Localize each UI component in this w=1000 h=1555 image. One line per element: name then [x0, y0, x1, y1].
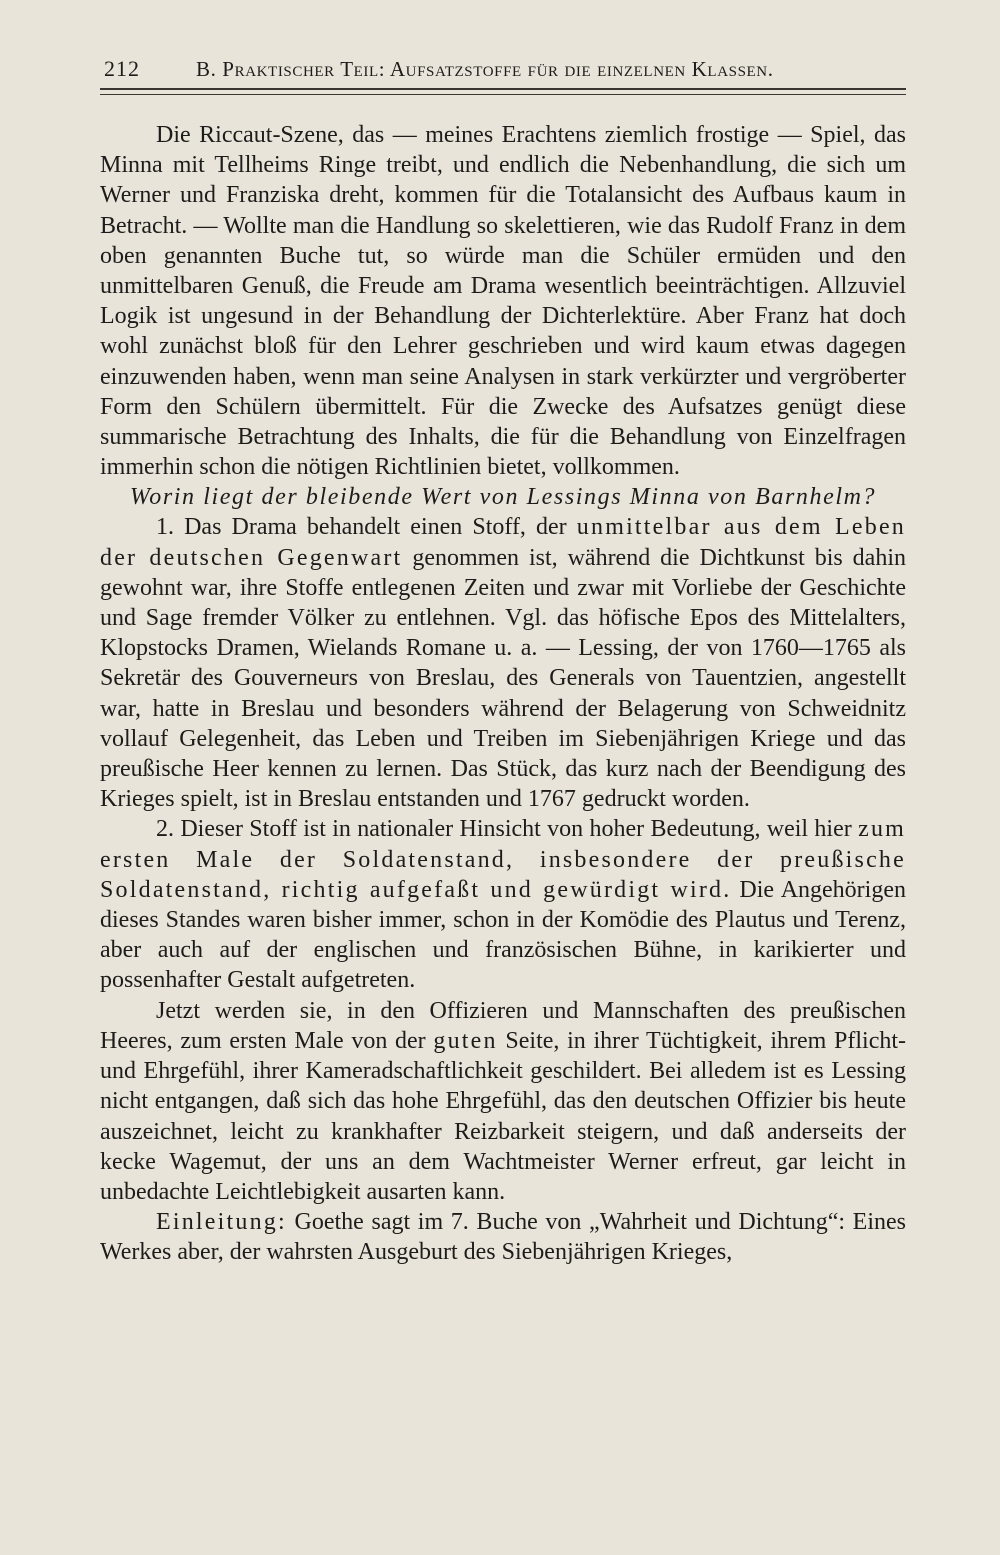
jetzt-emphasis: guten [433, 1027, 498, 1054]
point-2-rest: Die Angehörigen dieses Standes waren bisher immer, schon in der Komödie des Plautus und Terenz, aber auch auf der englischen und französischen Bühne, in karikierter und possenhafter Gestalt aufgetreten. [100, 876, 906, 994]
paragraph-jetzt [100, 996, 906, 1207]
jetzt-rest: Seite, in ihrer Tüchtigkeit, ihrem Pflicht- und Ehrgefühl, ihrer Kameradschaftlichkeit geschildert. Bei alledem ist es Lessing nicht entgangen, daß sich das hohe Ehrgefühl, das den deutschen Offizier bis heute auszeichnet, leicht zu krankhafter Reizbarkeit steigern, und daß anderseits der kecke Wagemut, der uns an dem Wachtmeister Werner erfreut, gar leicht in unbedachte Leichtlebigkeit ausarten kann. [100, 1027, 907, 1205]
header-rule-thick [100, 88, 906, 90]
paragraph-point-2 [100, 814, 906, 995]
paragraph-einleitung [100, 1207, 906, 1267]
einleitung-label: Einleitung: [156, 1209, 287, 1236]
paragraph-riccaut: Die Riccaut-Szene, das — meines Erachtens ziemlich frostige — Spiel, das Minna mit Tellheims Ringe treibt, und endlich die Nebenhandlung, die sich um Werner und Franziska dreht, kommen für die Totalansicht des Aufbaus kaum in Betracht. — Wollte man die Handlung so skelettieren, wie das Rudolf Franz in dem oben genannten Buche tut, so würde man die Schüler ermüden und den unmittelbaren Genuß, die Freude am Drama wesentlich beeinträchtigen. Allzuviel Logik ist ungesund in der Behandlung der Dichterlektüre. Aber Franz hat doch wohl zunächst bloß für den Lehrer geschrieben und wird kaum etwas dagegen einzuwenden haben, wenn man seine Analysen in stark verkürzter und vergröberter Form den Schülern übermittelt. Für die Zwecke des Aufsatzes genügt diese summarische Betrachtung des Inhalts, die für die Behandlung von Einzelfragen immerhin schon die nötigen Richtlinien bietet, vollkommen. [100, 122, 906, 481]
paragraph-point-1 [100, 512, 906, 814]
jetzt-lead: Jetzt werden sie, in den Offizieren und Mannschaften des preußischen Heeres, zum ersten Male von der [100, 997, 906, 1054]
running-title: B. Praktischer Teil: Aufsatzstoffe für die einzelnen Klassen. [196, 57, 774, 81]
einleitung-text: Goethe sagt im 7. Buche von „Wahrheit und Dichtung“: Eines Werkes aber, der wahrsten Ausgeburt des Siebenjährigen Krieges, [100, 1209, 906, 1266]
header-rule-thin [100, 94, 906, 95]
section-heading: Worin liegt der bleibende Wert von Lessings Minna von Barnhelm? [129, 484, 877, 511]
point-2-emphasis: zum ersten Male der Soldatenstand, insbesondere der preußische Soldatenstand, richtig aufgefaßt und gewürdigt wird. [100, 816, 907, 903]
body-text [100, 120, 906, 1268]
point-1-rest: genommen ist, während die Dichtkunst bis dahin gewohnt war, ihre Stoffe entlegenen Zeiten und zwar mit Vorliebe der Geschichte und Sage fremder Völker zu entlehnen. Vgl. das höfische Epos des Mittelalters, Klopstocks Dramen, Wielands Romane u. a. — Lessing, der von 1760—1765 als Sekretär des Gouverneurs von Breslau, des Generals von Tauentzien, angestellt war, hatte in Breslau und besonders während der Belagerung von Schweidnitz vollauf Gelegenheit, das Leben und Treiben im Siebenjährigen Kriege und das preußische Heer kennen zu lernen. Das Stück, das kurz nach der Beendigung des Krieges spielt, ist in Breslau entstanden und 1767 gedruckt worden. [100, 544, 906, 813]
point-1-emphasis: unmittelbar aus dem Leben der deutschen Gegenwart [100, 514, 907, 571]
point-1-lead: 1. Das Drama behandelt einen Stoff, der [156, 514, 567, 541]
page-header [104, 56, 906, 82]
point-2-lead: 2. Dieser Stoff ist in nationaler Hinsicht von hoher Bedeutung, weil hier [156, 816, 852, 843]
page-number: 212 [104, 56, 140, 81]
